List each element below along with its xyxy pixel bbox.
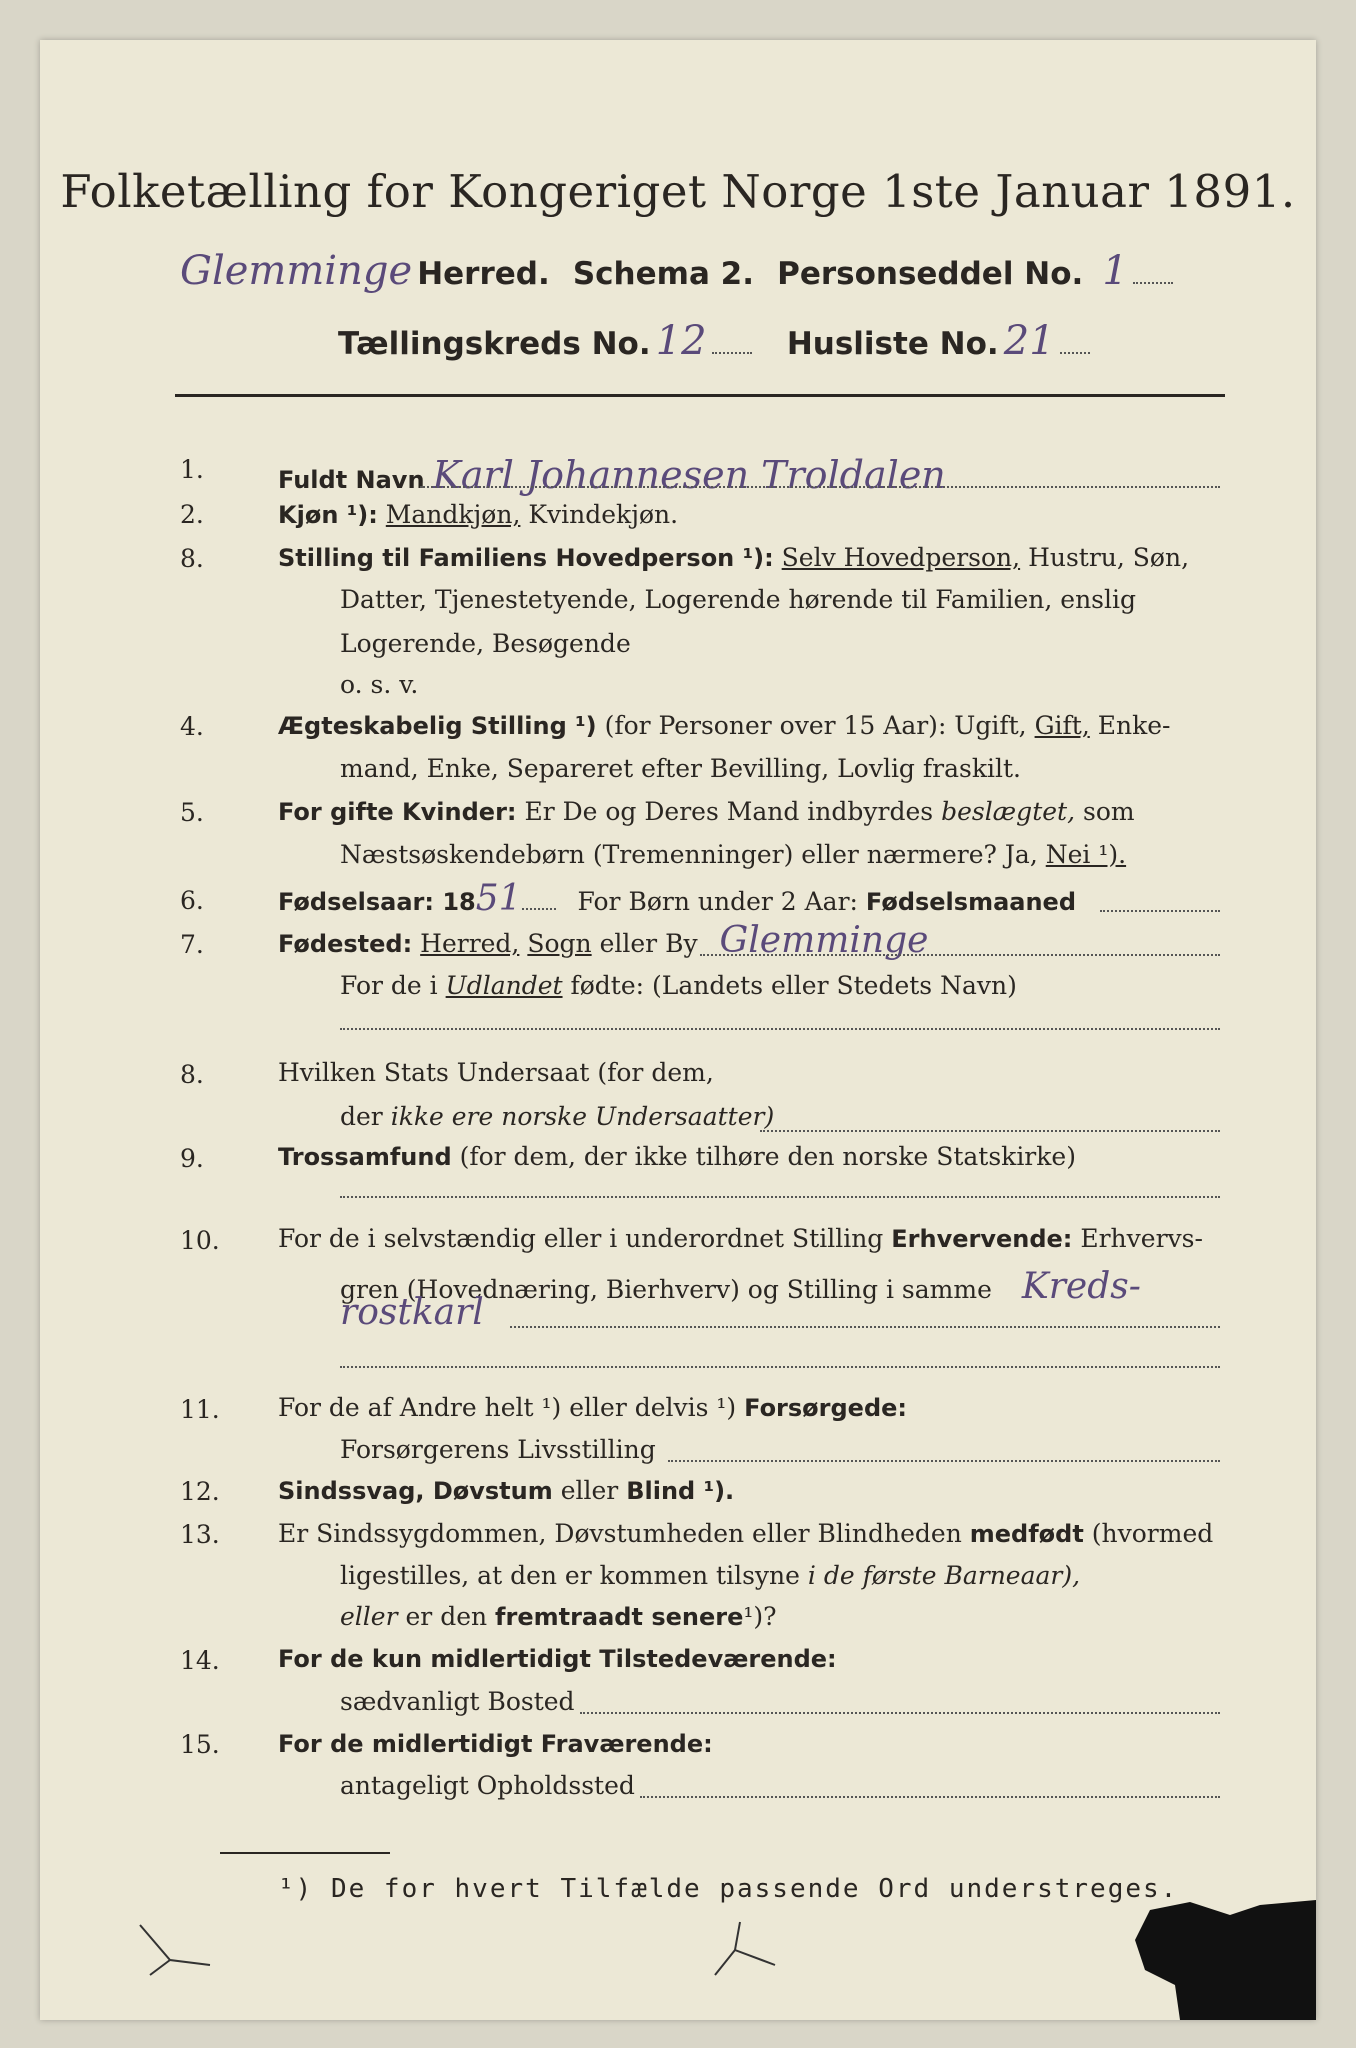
- fodselsaar-text: For Børn under 2 Aar:: [577, 887, 858, 916]
- item-13-row: [278, 1519, 1213, 1548]
- husliste-label: Husliste No.: [786, 326, 999, 362]
- kreds-label: Tællingskreds No.: [338, 326, 651, 362]
- stilling-line-4: o. s. v.: [340, 670, 419, 699]
- schema-label: Schema 2.: [572, 256, 754, 292]
- sindssygdom-text-3: ligestilles, at den er kommen tilsyne: [340, 1561, 800, 1590]
- item-number: 8.: [180, 1060, 204, 1089]
- kjon-label: Kjøn ¹):: [278, 501, 378, 529]
- tilstedevaerende-label: For de kun midlertidigt Tilstedeværende:: [278, 1645, 837, 1673]
- personseddel-label: Personseddel No.: [777, 256, 1084, 292]
- udland-row: [340, 971, 1017, 1000]
- item-4-row: [278, 711, 1171, 740]
- medfodt-label: medfødt: [969, 1520, 1084, 1548]
- forsorgede-label: Forsørgede:: [744, 1394, 908, 1422]
- sindssygdom-text-2: (hvormed: [1091, 1519, 1214, 1548]
- item-number: 11.: [180, 1395, 220, 1424]
- item-number: 13.: [180, 1520, 220, 1549]
- gifte-kvinder-text-2: som: [1082, 797, 1135, 826]
- herred-value: Glemminge: [180, 248, 413, 294]
- pen-mark: [130, 1920, 250, 1980]
- fremtraadt-label: fremtraadt senere: [495, 1603, 744, 1631]
- fodested-option-sogn: Sogn: [527, 929, 592, 958]
- footnote-rule: [220, 1852, 390, 1854]
- undersaat-text: (for dem,: [597, 1058, 714, 1087]
- header-rule: [175, 394, 1225, 397]
- aegteskab-label: Ægteskabelig Stilling ¹): [278, 712, 597, 740]
- aegteskab-line-2: mand, Enke, Separeret efter Bevilling, Lovlig fraskilt.: [340, 754, 1021, 783]
- sindssygdom-text-5: ¹)?: [743, 1602, 777, 1631]
- item-2-row: [278, 500, 678, 529]
- item-6-row: [278, 878, 1076, 919]
- item-number: 9.: [180, 1144, 204, 1173]
- item-number: 14.: [180, 1646, 220, 1675]
- gifte-kvinder-text: Er De og Deres Mand indbyrdes: [524, 797, 934, 826]
- kjon-option-female: Kvindekjøn.: [528, 500, 679, 529]
- fuldt-navn-label: Fuldt Navn: [278, 466, 425, 494]
- item-11-row: [278, 1393, 907, 1422]
- erhverv-label: Erhvervende:: [891, 1225, 1073, 1253]
- item-14-row: [278, 1644, 837, 1673]
- item-number: 12.: [180, 1477, 220, 1506]
- dotted-leader: [522, 907, 556, 910]
- dotted-leader: [712, 351, 752, 354]
- item-number: 10.: [180, 1226, 220, 1255]
- stilling-line-3: Logerende, Besøgende: [340, 629, 631, 658]
- gifte-kvinder-option-nei: Nei ¹).: [1045, 840, 1127, 869]
- dotted-line: [340, 1028, 1220, 1030]
- item-number: 2.: [180, 500, 204, 529]
- item-number: 6.: [180, 886, 204, 915]
- dotted-leader: [1060, 351, 1090, 354]
- trossamfund-text: (for dem, der ikke tilhøre den norske Statskirke): [459, 1142, 1076, 1171]
- item-number: 1.: [180, 455, 204, 484]
- undersaat-line-2: [340, 1102, 774, 1131]
- item-10-row: [278, 1224, 1203, 1253]
- fravaerende-label: For de midlertidigt Fraværende:: [278, 1730, 713, 1758]
- header-row: [180, 248, 1173, 294]
- eller-italic: eller: [340, 1602, 398, 1631]
- gifte-kvinder-italic: beslægtet,: [941, 797, 1076, 826]
- item-number: 4.: [180, 712, 204, 741]
- udland-text-2: fødte: (Landets eller Stedets Navn): [570, 971, 1017, 1000]
- bosted-line: sædvanligt Bosted: [340, 1687, 575, 1716]
- item-number: 5.: [180, 798, 204, 827]
- footnote: ¹) De for hvert Tilfælde passende Ord understreges.: [278, 1874, 1179, 1904]
- dotted-leader: [1133, 281, 1173, 284]
- dotted-line: [1100, 910, 1220, 912]
- forsorgere-line: Forsørgerens Livsstilling: [340, 1435, 656, 1464]
- stilling-option-selv: Selv Hovedperson,: [781, 543, 1021, 572]
- item-number: 7.: [180, 930, 204, 959]
- stilling-line-2: Datter, Tjenestetyende, Logerende hørende til Familien, enslig: [340, 585, 1137, 614]
- item-15-row: [278, 1729, 713, 1758]
- dotted-line: [580, 1712, 1220, 1714]
- dotted-line: [510, 1326, 1220, 1328]
- aegteskab-text: (for Personer over 15 Aar): Ugift,: [604, 711, 1027, 740]
- dotted-line: [420, 486, 1220, 488]
- item-3-row: [278, 543, 1189, 572]
- opholdssted-line: antageligt Opholdssted: [340, 1771, 635, 1800]
- undersaat-label: Hvilken Stats Undersaat: [278, 1058, 590, 1087]
- udland-text: For de i: [340, 971, 438, 1000]
- item-9-row: [278, 1142, 1076, 1171]
- sindssygdom-italic: i de første Barneaar),: [807, 1561, 1081, 1590]
- aegteskab-text-2: Enke-: [1097, 711, 1171, 740]
- fodested-option-herred: Herred,: [420, 929, 520, 958]
- item-1-row: [278, 453, 946, 497]
- fodselsaar-value: 51: [475, 878, 522, 919]
- dotted-line: [340, 1196, 1220, 1198]
- erhverv-value-2: rostkarl: [340, 1292, 484, 1333]
- item-5-row: [278, 797, 1135, 826]
- item-8-row: [278, 1058, 714, 1087]
- fodselsaar-label: Fødselsaar: 18: [278, 888, 476, 916]
- form-title: Folketælling for Kongeriget Norge 1ste Januar 1891.: [60, 165, 1296, 218]
- dotted-line: [340, 1366, 1220, 1368]
- pen-mark: [680, 1920, 800, 1980]
- husliste-value: 21: [1003, 318, 1055, 364]
- blind-label: Blind ¹).: [626, 1477, 735, 1505]
- sindssygdom-line-2: [340, 1561, 1080, 1590]
- undersaat-italic: ikke ere norske Undersaatter): [390, 1102, 775, 1131]
- undersaat-text-2: der: [340, 1102, 383, 1131]
- fodested-value: Glemminge: [719, 920, 929, 961]
- kreds-value: 12: [655, 318, 707, 364]
- sindssygdom-text: Er Sindssygdommen, Døvstumheden eller Blindheden: [278, 1519, 962, 1548]
- dotted-line: [760, 1130, 1220, 1132]
- sindssygdom-text-4: er den: [405, 1602, 488, 1631]
- herred-label: Herred.: [417, 256, 550, 292]
- gifte-kvinder-label: For gifte Kvinder:: [278, 798, 517, 826]
- damaged-corner: [1120, 1890, 1316, 2020]
- forsorgede-text: For de af Andre helt ¹) eller delvis ¹): [278, 1393, 737, 1422]
- gifte-kvinder-question: Næstsøskendebørn (Tremenninger) eller nærmere? Ja,: [340, 840, 1038, 869]
- kjon-option-male: Mandkjøn,: [385, 500, 521, 529]
- sindssvag-label: Sindssvag, Døvstum: [278, 1477, 553, 1505]
- fodested-text: eller By: [599, 929, 698, 958]
- gifte-kvinder-line-2: [340, 840, 1126, 869]
- personseddel-value: 1: [1102, 248, 1128, 294]
- stilling-label: Stilling til Familiens Hovedperson ¹):: [278, 544, 774, 572]
- erhverv-text-3: gren (Hovednæring, Bierhverv) og Stilling i samme: [340, 1275, 992, 1304]
- census-form-sheet: [40, 40, 1316, 2020]
- erhverv-text: For de i selvstændig eller i underordnet Stilling: [278, 1224, 884, 1253]
- fuldt-navn-value: Karl Johannesen Troldalen: [432, 453, 946, 497]
- aegteskab-option-gift: Gift,: [1034, 711, 1090, 740]
- item-12-row: [278, 1476, 734, 1505]
- sindssvag-text: eller: [560, 1476, 619, 1505]
- dotted-line: [700, 954, 1220, 956]
- erhverv-text-2: Erhvervs-: [1080, 1224, 1203, 1253]
- erhverv-value-1: Kreds-: [1021, 1266, 1141, 1307]
- sindssygdom-line-3: [340, 1602, 777, 1631]
- dotted-line: [668, 1460, 1220, 1462]
- item-number: 15.: [180, 1730, 220, 1759]
- dotted-line: [640, 1796, 1220, 1798]
- item-number: 8.: [180, 544, 204, 573]
- udland-italic: Udlandet: [445, 971, 563, 1000]
- fodselsmaaned-label: Fødselsmaaned: [865, 888, 1077, 916]
- kreds-row: [338, 318, 1090, 364]
- fodested-label: Fødested:: [278, 930, 413, 958]
- trossamfund-label: Trossamfund: [278, 1143, 452, 1171]
- stilling-options: Hustru, Søn,: [1028, 543, 1190, 572]
